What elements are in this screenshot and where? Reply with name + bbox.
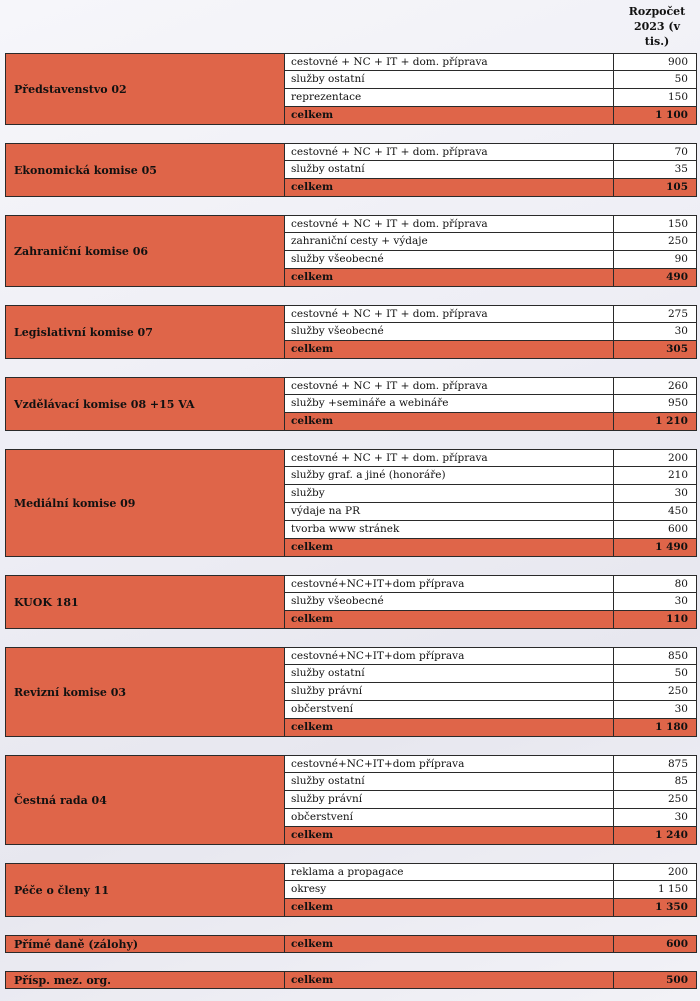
table-row <box>285 863 697 881</box>
row-label: celkem <box>285 827 614 845</box>
budget-group <box>5 575 697 629</box>
group-name: KUOK 181 <box>5 575 285 629</box>
row-label: celkem <box>285 413 614 431</box>
table-row <box>285 809 697 827</box>
table-row <box>285 251 697 269</box>
total-row <box>285 827 697 845</box>
table-row <box>285 503 697 521</box>
table-row <box>285 161 697 179</box>
table-row <box>285 881 697 899</box>
row-label: služby ostatní <box>285 665 614 683</box>
budget-group <box>5 647 697 737</box>
budget-group <box>5 971 697 989</box>
row-label: služby ostatní <box>285 71 614 89</box>
table-row <box>285 521 697 539</box>
row-value: 30 <box>614 323 697 341</box>
table-row <box>285 305 697 323</box>
row-label: celkem <box>285 107 614 125</box>
total-row <box>285 413 697 431</box>
row-label: celkem <box>285 269 614 287</box>
row-value: 1 180 <box>614 719 697 737</box>
row-label: služby právní <box>285 683 614 701</box>
group-name: Péče o členy 11 <box>5 863 285 917</box>
row-value: 1 350 <box>614 899 697 917</box>
table-row <box>285 467 697 485</box>
row-label: celkem <box>285 971 614 989</box>
table-row <box>285 791 697 809</box>
group-name: Vzdělávací komise 08 +15 VA <box>5 377 285 431</box>
table-row <box>285 233 697 251</box>
row-value: 80 <box>614 575 697 593</box>
row-value: 950 <box>614 395 697 413</box>
group-name: Představenstvo 02 <box>5 53 285 125</box>
group-name: Mediální komise 09 <box>5 449 285 557</box>
total-row <box>285 899 697 917</box>
row-label: celkem <box>285 539 614 557</box>
row-value: 200 <box>614 863 697 881</box>
row-value: 90 <box>614 251 697 269</box>
row-value: 1 150 <box>614 881 697 899</box>
total-row <box>285 935 697 953</box>
table-row <box>285 395 697 413</box>
row-label: cestovné + NC + IT + dom. příprava <box>285 143 614 161</box>
budget-group <box>5 377 697 431</box>
group-rows <box>285 935 697 953</box>
header-line-2: 2023 (v tis.) <box>633 20 681 48</box>
budget-group <box>5 53 697 125</box>
table-row <box>285 575 697 593</box>
total-row <box>285 269 697 287</box>
row-label: cestovné+NC+IT+dom příprava <box>285 647 614 665</box>
row-label: občerstvení <box>285 701 614 719</box>
budget-group <box>5 935 697 953</box>
table-row <box>285 593 697 611</box>
row-label: služby ostatní <box>285 773 614 791</box>
row-label: celkem <box>285 611 614 629</box>
row-label: tvorba www stránek <box>285 521 614 539</box>
row-value: 35 <box>614 161 697 179</box>
row-value: 30 <box>614 485 697 503</box>
header-line-1: Rozpočet <box>628 5 686 18</box>
table-row <box>285 89 697 107</box>
row-label: cestovné + NC + IT + dom. příprava <box>285 215 614 233</box>
row-value: 30 <box>614 593 697 611</box>
row-value: 150 <box>614 89 697 107</box>
table-row <box>285 773 697 791</box>
row-value: 200 <box>614 449 697 467</box>
row-label: cestovné + NC + IT + dom. příprava <box>285 305 614 323</box>
row-label: celkem <box>285 899 614 917</box>
row-value: 1 240 <box>614 827 697 845</box>
group-name: Revizní komise 03 <box>5 647 285 737</box>
row-value: 250 <box>614 233 697 251</box>
table-row <box>285 647 697 665</box>
total-row <box>285 107 697 125</box>
row-label: služby ostatní <box>285 161 614 179</box>
row-value: 600 <box>614 935 697 953</box>
table-row <box>285 323 697 341</box>
row-value: 500 <box>614 971 697 989</box>
total-row <box>285 611 697 629</box>
row-label: cestovné + NC + IT + dom. příprava <box>285 377 614 395</box>
table-row <box>285 71 697 89</box>
budget-group <box>5 449 697 557</box>
group-rows <box>285 971 697 989</box>
budget-group <box>5 305 697 359</box>
group-name: Zahraniční komise 06 <box>5 215 285 287</box>
row-value: 250 <box>614 683 697 701</box>
row-value: 450 <box>614 503 697 521</box>
total-row <box>285 179 697 197</box>
row-value: 110 <box>614 611 697 629</box>
row-value: 1 210 <box>614 413 697 431</box>
row-value: 30 <box>614 809 697 827</box>
table-row <box>285 449 697 467</box>
row-label: celkem <box>285 179 614 197</box>
group-rows <box>285 575 697 629</box>
row-value: 275 <box>614 305 697 323</box>
row-label: celkem <box>285 341 614 359</box>
table-row <box>285 53 697 71</box>
row-value: 50 <box>614 71 697 89</box>
row-label: okresy <box>285 881 614 899</box>
row-value: 250 <box>614 791 697 809</box>
row-value: 50 <box>614 665 697 683</box>
row-label: služby všeobecné <box>285 323 614 341</box>
budget-group <box>5 755 697 845</box>
budget-group <box>5 863 697 917</box>
row-value: 260 <box>614 377 697 395</box>
table-row <box>285 755 697 773</box>
table-row <box>285 683 697 701</box>
row-value: 30 <box>614 701 697 719</box>
row-label: cestovné + NC + IT + dom. příprava <box>285 449 614 467</box>
budget-group <box>5 215 697 287</box>
row-value: 210 <box>614 467 697 485</box>
row-value: 85 <box>614 773 697 791</box>
group-name: Legislativní komise 07 <box>5 305 285 359</box>
total-row <box>285 539 697 557</box>
row-label: služby <box>285 485 614 503</box>
group-rows <box>285 215 697 287</box>
group-rows <box>285 305 697 359</box>
row-label: celkem <box>285 935 614 953</box>
group-rows <box>285 53 697 125</box>
row-value: 1 490 <box>614 539 697 557</box>
total-row <box>285 971 697 989</box>
group-rows <box>285 863 697 917</box>
row-value: 305 <box>614 341 697 359</box>
total-row <box>285 719 697 737</box>
row-label: služby právní <box>285 791 614 809</box>
row-label: služby graf. a jiné (honoráře) <box>285 467 614 485</box>
group-name: Čestná rada 04 <box>5 755 285 845</box>
group-rows <box>285 755 697 845</box>
group-rows <box>285 647 697 737</box>
row-value: 600 <box>614 521 697 539</box>
table-row <box>285 215 697 233</box>
row-value: 490 <box>614 269 697 287</box>
row-value: 105 <box>614 179 697 197</box>
row-label: zahraniční cesty + výdaje <box>285 233 614 251</box>
group-name: Přísp. mez. org. <box>5 971 285 989</box>
total-row <box>285 341 697 359</box>
group-name: Ekonomická komise 05 <box>5 143 285 197</box>
table-row <box>285 377 697 395</box>
group-rows <box>285 143 697 197</box>
table-row <box>285 665 697 683</box>
row-value: 875 <box>614 755 697 773</box>
row-label: cestovné + NC + IT + dom. příprava <box>285 53 614 71</box>
row-value: 900 <box>614 53 697 71</box>
budget-group <box>5 143 697 197</box>
row-label: cestovné+NC+IT+dom příprava <box>285 755 614 773</box>
row-label: celkem <box>285 719 614 737</box>
row-label: reklama a propagace <box>285 863 614 881</box>
table-row <box>285 485 697 503</box>
group-rows <box>285 449 697 557</box>
group-rows <box>285 377 697 431</box>
table-row <box>285 701 697 719</box>
group-name: Přímé daně (zálohy) <box>5 935 285 953</box>
row-value: 1 100 <box>614 107 697 125</box>
row-value: 850 <box>614 647 697 665</box>
row-label: služby +semináře a webináře <box>285 395 614 413</box>
row-label: reprezentace <box>285 89 614 107</box>
table-row <box>285 143 697 161</box>
row-label: služby všeobecné <box>285 251 614 269</box>
row-label: cestovné+NC+IT+dom příprava <box>285 575 614 593</box>
row-value: 150 <box>614 215 697 233</box>
row-label: služby všeobecné <box>285 593 614 611</box>
row-value: 70 <box>614 143 697 161</box>
row-label: výdaje na PR <box>285 503 614 521</box>
row-label: občerstvení <box>285 809 614 827</box>
